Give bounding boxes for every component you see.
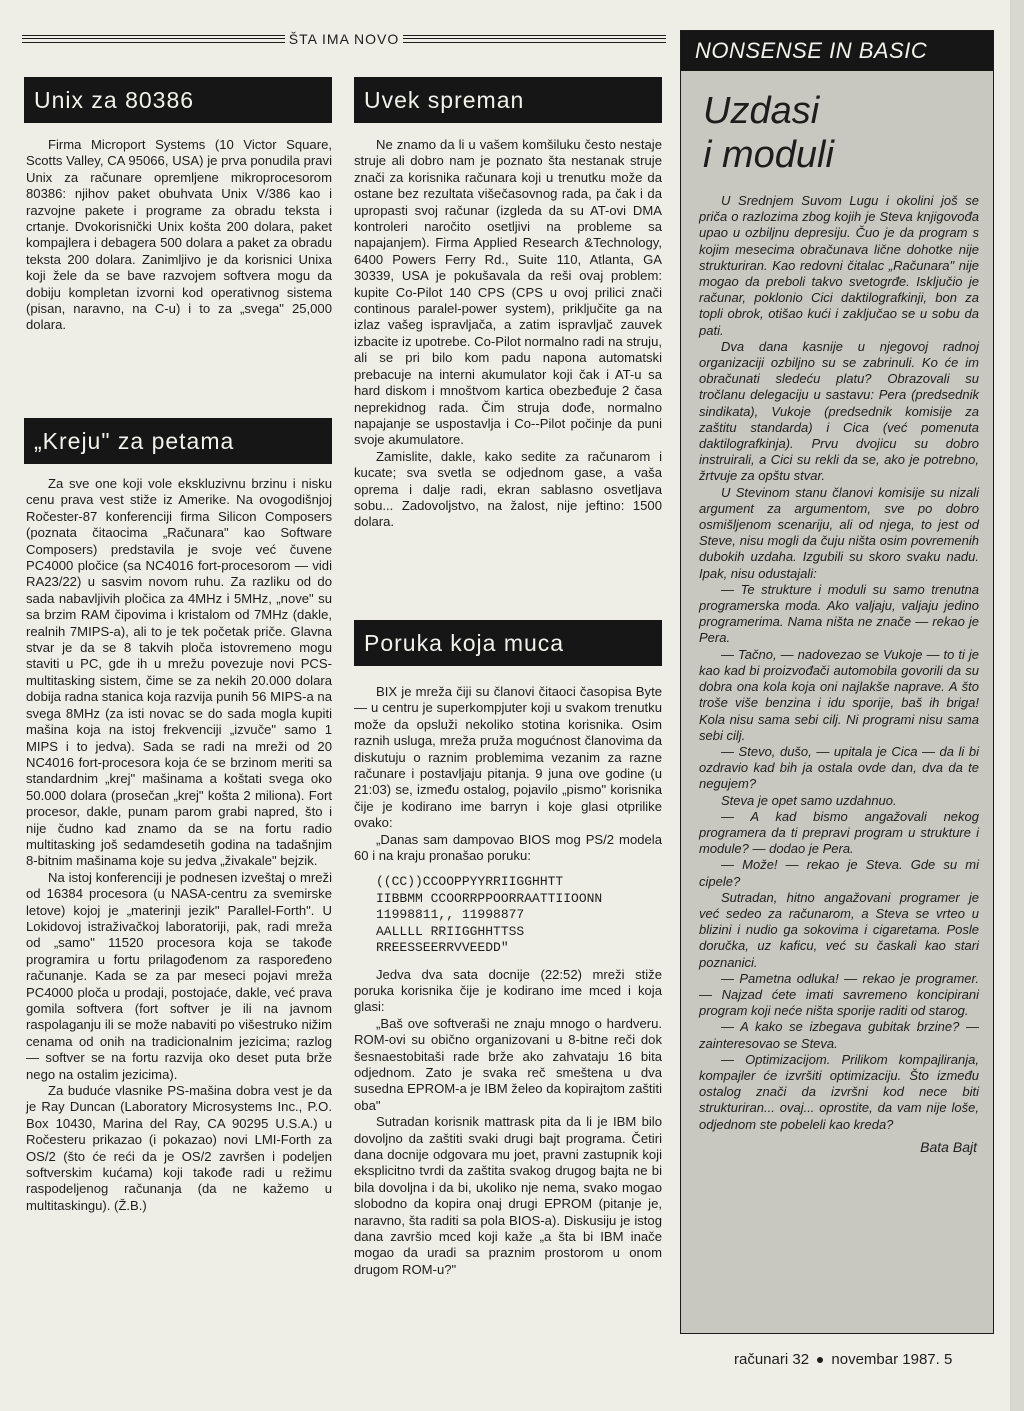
sidebar-paragraph-2: Dva dana kasnije u njegovoj radnoj organizaciji ozbiljno su se zabrinuli. Ko će im obračunati sledeću platu? Obrazovali su tročlanu delegaciju u sastavu: Pera (predsednik sindikata), Vukoje (predsednik komisije za zaštitu standarda) i Cica (već pomenuta daktilografkinja). Prvu dvojicu su dobro instruirali, a Cici su rekli da se, ako je potrebno, žrtvuje za opštu stvar.: [699, 338, 979, 484]
sidebar-paragraph-7: Steva je opet samo uzdahnuo.: [721, 792, 897, 808]
article-uvek-body: [354, 137, 662, 531]
sidebar-title-line-1: Uzdasi: [703, 90, 820, 132]
article-uvek-paragraph-2: Zamislite, dakle, kako sedite za računarom i kucate; sva svetla se odjednom gase, a vaša oprema i dalje radi, ekran sablasno osvetljava sobu... Zadovoljstvo, na žalost, nije jeftino: 1500 dolara.: [354, 448, 662, 530]
page-footer: [734, 1351, 952, 1368]
page-edge: [1010, 0, 1024, 1411]
section-header-text: ŠTA IMA NOVO: [288, 31, 400, 47]
article-unix-title: Unix za 80386: [24, 77, 332, 123]
header-rule-right: [403, 35, 666, 43]
sidebar-title-line-2: i moduli: [703, 134, 834, 176]
article-poruka-paragraph-3: Jedva dva sata docnije (22:52) mreži stiže poruka korisnika čije je kodirano ime mced i koja glasi:: [354, 966, 662, 1015]
article-poruka-title: Poruka koja muca: [354, 620, 662, 666]
article-poruka-paragraph-5: Sutradan korisnik mattrask pita da li je IBM bilo dovoljno da zaštiti svaki drugi bajt programa. Četiri dana docnije odgovara mu joet, pravni zastupnik koji eksplicitno tvrdi da zaštita svakog drugog bajta ne bi bila dovoljna i da bi, ukoliko nje nema, svako mogao slobodno da kopira onaj drugi EPROM (pitanje je, naravno, šta raditi sa pola BIOS-a). Diskusiju je istog dana završio mced koji kaže „a šta bi IBM inače mogao da uradi sa praznim prostorom u onom drugom ROM-u?": [354, 1114, 662, 1277]
sidebar-paragraph-8: — A kad bismo angažovali nekog programera da ti prepravi program u strukture i module? — dodao je Pera.: [699, 808, 979, 857]
article-kreju-body: [26, 476, 332, 1214]
article-uvek-paragraph-1: Ne znamo da li u vašem komšiluku često nestaje struje ali dobro nam je poznato šta nestanak struje znači za korisnika računara koji u trenutku može da ostane bez rezultata višečasovnog rada, pa čak i da upropasti svoj računar (izgleda da su AT-ovi DMA kontroleri naročito osetljivi na probleme sa napajanjem). Firma Applied Research &Technology, 6400 Powers Ferry Rd., Suite 110, Atlanta, GA 30339, USA je pokušavala da reši ovaj problem: kupite Co-Pilot 140 CPS (CPS u ovoj prilici znači continous paralel-power system), priključite ga na izlaz vašeg ispravljača, a zatim ispravljač zauvek izbacite iz upotrebe. Co-Pilot normalno radi na struju, ali se pri bilo kom padu napona automatski prebacuje na interni akumulator koji čak i AT-u sa hard diskom i mnoštvom kartica obezbeđuje 2 časa neprekidnog rada. Čim struja dođe, normalno napajanje se uspostavlja i Co--Pilot počinje da puni svoje akumulatore.: [354, 137, 662, 448]
article-poruka-paragraph-2: „Danas sam dampovao BIOS mog PS/2 modela 60 i na kraju pronašao poruku:: [354, 831, 662, 864]
article-poruka-paragraph-1: BIX je mreža čiji su članovi čitaoci časopisa Byte — u centru je superkompjuter koji u svakom trenutku može da opsluži nekoliko stotina korisnika. Osim raznih usluga, mreža pruža mogućnost članovima da diskutuju o raznim problemima vezanim za razne računare i postavljaju pitanja. 9 juna ove godine (u 21:03) se, između ostalog, pojavilo „pismo" korisnika čije je kodirano ime barryn i koje glasi otprilike ovako:: [354, 684, 662, 831]
article-kreju-paragraph-3: Za buduće vlasnike PS-mašina dobra vest je da je Ray Duncan (Laboratory Microsystems Inc., P.O. Box 10430, Marina del Ray, CA 90295 U.S.A.) u Ročesteru prikazao (i pokazao) novi LMI-Forth za OS/2 (što će reći da je OS/2 završen i podeljen softverskim kućama) koji takođe radi u režimu raspodeljenog računanja (da ne kažemo u multitaskingu). (Ž.B.): [26, 1083, 332, 1213]
article-poruka-body: [354, 684, 662, 1278]
article-uvek-title: Uvek spreman: [354, 77, 662, 123]
article-unix-paragraph: Firma Microport Systems (10 Victor Square, Scotts Valley, CA 95066, USA) je prva ponudila pravi Unix za računare opremljene mikroprocesorom 80386: njihov paket obuhvata Unix V/386 kao i razvojne pakete i programe za obradu teksta i crtanje. Dvokorisnički Unix košta 200 dolara, paket kompajlera i debagera 500 dolara a paket za obradu teksta 200 dolara. Zanimljivo je da korisnici Unixa koji žele da se bave razvojem softvera mogu da dobiju kompletan izvorni kod operativnog sistema (pisan, naravno, na C-u) i to za „svega" 25,000 dolara.: [26, 137, 332, 333]
footer-magazine: računari 32: [734, 1351, 810, 1368]
sidebar-paragraph-3: U Stevinom stanu članovi komisije su nizali argument za argumentom, sve po dobro osmišljenom scenariju, ali od njega, to jest od Steve, nisu mogli da čuju ništa osim povremenih dubokih uzdaha. Izgubili su skoro svaku nadu. Ipak, nisu odustajali:: [699, 484, 979, 581]
sidebar-banner: NONSENSE IN BASIC: [681, 31, 993, 71]
sidebar-paragraph-9: — Može! — rekao je Steva. Gde su mi cipele?: [699, 857, 979, 889]
header-rule-left: [22, 35, 285, 43]
article-kreju-title: „Kreju" za petama: [24, 418, 332, 464]
article-poruka-paragraph-4: „Baš ove softveraši ne znaju mnogo o hardveru. ROM-ovi su obično organizovani u 8-bitne reči dok šesnaestobitaši rade brže ako zahvataju 16 bita odjednom. Zato je svaka reč smeštena u dva susedna EPROM-a je IBM želeo da kopirajtom zaštiti oba": [354, 1015, 662, 1113]
footer-date: novembar 1987.: [831, 1351, 940, 1368]
sidebar-signature: Bata Bajt: [920, 1138, 977, 1155]
sidebar-paragraph-11: — Pametna odluka! — rekao je programer. — Najzad ćete imati savremeno koncipirani program koji neće ništa sporije raditi od starog.: [699, 970, 979, 1019]
sidebar-paragraph-10: Sutradan, hitno angažovani programer je već sedeo za računarom, a Steva se vrteo u blizini i nudio ga sokovima i cigaretama. Posle doručka, uz kaficu, već su časkali kao stari poznanici.: [699, 889, 979, 970]
sidebar-paragraph-4: — Te strukture i moduli su samo trenutna programerska moda. Ako valjaju, valjaju jedino programerima. Nama ništa ne znače — rekao je Pera.: [699, 581, 979, 646]
article-unix-body: [26, 137, 332, 334]
sidebar-body: [699, 193, 979, 1155]
sidebar-paragraph-13: — Optimizacijom. Prilikom kompajliranja, kompajler će izvršiti optimizaciju. Što između ostalog znači da izvršni kod nece biti strukturiran... ovaj... oprostite, da vam nije loše, odjednom ste pobeleli kao kreda?: [699, 1051, 979, 1132]
sidebar-paragraph-1: U Srednjem Suvom Lugu i okolini još se priča o razlozima zbog kojih je Steva knjigovođa upao u ozbiljnu depresiju. Čuo je da program s kojim mesecima obračunava lične dohotke nije strukturiran. Kao redovni čitalac „Računara" nije mogao da preboli takvo svetogrđe. Isključio je računar, poklonio Cici daktilografkinji, bon za topli obrok, otišao kući i zaključao se u sobu da pati.: [699, 193, 979, 338]
footer-page-number: 5: [943, 1351, 953, 1368]
sidebar-paragraph-12: — A kako se izbegava gubitak brzine? — zainteresovao se Steva.: [699, 1019, 979, 1051]
footer-bullet-icon: [817, 1357, 823, 1363]
sidebar-title: [703, 89, 993, 177]
sidebar-paragraph-5: — Tačno, — nadovezao se Vukoje — to ti je kao kad bi proizvođači automobila govorili da su dobra ona kola koja oni najlakše naprave. A što troše više benzina i idu sporije, baš ih briga! Kola nisu sama sebi cilj. Ni programi nisu sama sebi cilj.: [699, 646, 979, 743]
article-kreju-paragraph-2: Na istoj konferenciji je podnesen izveštaj o mreži od 16384 procesora (u NASA-centru za svemirske letove) kojoj je „materinji jezik" Parallel-Forth". U Lokidovoj istraživačkoj laboratoriji, pak, radi mreža od „samo" 11520 procesora koja se takođe programira u fortu prilagođenom za raspoređeno računanje. Kada se za par meseci pojavi mreža PC4000 ploča u prodaji, postojaće, dakle, već prava gomila softvera (fort softver je ili na javnom raspolaganju ili se može nabaviti po višestruko nižim cenama od onih na tradicionalnim jezicima; razlog — softver se na fortu razvija oko deset puta brže nego na ostalim jezicima).: [26, 869, 332, 1082]
sidebar-nonsense-in-basic: [680, 30, 994, 1334]
article-kreju-paragraph-1: Za sve one koji vole ekskluzivnu brzinu i nisku cenu prava vest stiže iz Amerike. Na ovogodišnjoj Ročester-87 konferenciji firma Silicon Composers (poznata čitaocima „Računara" kao Software Composers) predstavila je svoje već čuvene PC4000 pločice (sa NC4016 fort-procesorom — vidi RA23/22) u sasvim novom ruhu. Za razliku od do sada nabavljivih pločica za 4MHz i 5MHz, „nove" su sa brzim RAM čipovima i kristalom od 7MHz (dakle, realnih 7MIPS-a), ali to je tek početak priče. Glavna stvar je da se 8 takvih ploča istovremeno mogu staviti u PC, gde ih u mrežu povezuje novi PCS-multitasking sistem, čime se za nekih 20.000 dolara dobija radna stanica koja razvija punih 56 MIPS-a na svega 8MHz (za isti novac se do sada mogla kupiti mašina koja na istoj frekvenciji „izvuče" samo 1 MIPS i to jedva). Sada se radi na mreži od 20 NC4016 fort-procesora koja će se brzinom meriti sa standardnim „krej" mašinama a koštati svega oko 50.000 dolara (prosečan „krej" košta 2 miliona). Fort procesor, dakle, punam parom grabi napred, što i nije čudno kad znamo da se na fortu radio multitasking još sedamdesetih godina na tadašnjim 8-bitnim mašinama koje su jedva „živakale" bejzik.: [26, 476, 332, 869]
article-poruka-code: ((CC))CCOOPPYYRRIIGGHHTT IIBBMM CCOORRPPOORRAATTIIOONN 11998811,, 11998877 AALLLL RRIIGGHHTTSS RREESSEERRVVEEDD": [376, 874, 603, 956]
sidebar-paragraph-6: — Stevo, dušo, — upitala je Cica — da li bi ozdravio kad bih ja ostala ovde dan, dva da te negujem?: [699, 743, 979, 792]
section-header: [22, 30, 666, 48]
